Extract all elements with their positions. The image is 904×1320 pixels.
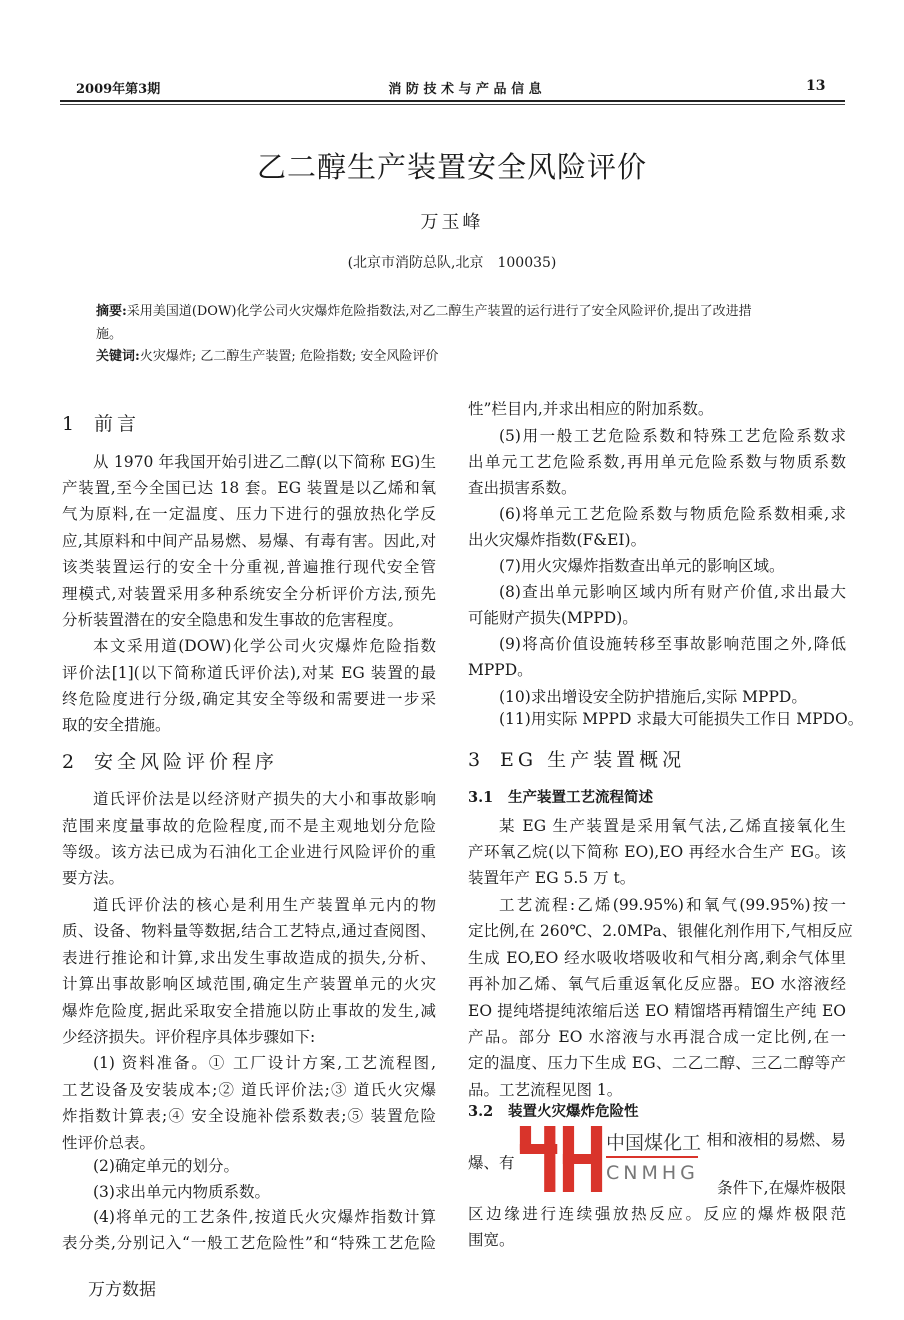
text-line: 爆炸危险度,据此采取安全措施以防止事故的发生,减 [62,1002,436,1020]
text-line: 终危险度进行分级,确定其安全等级和需要进一步采 [62,690,436,708]
heading-text: 生产装置工艺流程简述 [508,789,653,806]
text-line-fragment: 相和液相的易燃、易 [706,1131,846,1149]
text-line: 定的温度、压力下生成 EG、二乙二醇、三乙二醇等产 [468,1054,846,1072]
text-line: 道氏评价法的核心是利用生产装置单元内的物 [93,896,436,914]
text-line: 要方法。 [62,869,125,887]
cnmhg-logo-icon [518,1124,604,1194]
text-line: 生成 EO,EO 经水吸收塔吸收和气相分离,剩余气体里 [468,949,846,967]
text-line: 取的安全措施。 [62,716,171,734]
heading-number: 3.1 [468,789,494,806]
heading-number: 2 [62,751,75,773]
journal-name: 消 防 技 术 与 产 品 信 息 [388,82,542,97]
text-line: 出火灾爆炸指数(F&EI)。 [468,531,647,549]
keywords [96,346,816,368]
text-line-fragment: 条件下,在爆炸极限 [717,1179,846,1197]
header-rule [60,100,845,102]
abstract [96,301,816,323]
affiliation: (北京市消防总队,北京 100035) [347,255,557,271]
text-line: 工艺设备及安装成本;② 道氏评价法;③ 道氏火灾爆 [62,1081,436,1099]
issue-label: 2009年第3期 [76,82,161,97]
section-heading [62,413,436,435]
text-line: 表进行推论和计算,求出发生事故造成的损失,分析、 [62,949,436,967]
heading-text: 前言 [94,413,141,435]
abstract-label: 摘要: [96,304,127,319]
keywords-label: 关键词: [96,349,140,364]
text-line: (4)将单元的工艺条件,按道氏火灾爆炸指数计算 [93,1208,436,1226]
subsection-heading [468,787,846,809]
heading-number: 1 [62,413,75,435]
text-line: (8)查出单元影响区域内所有财产价值,求出最大 [499,583,846,601]
text-line: (10)求出增设安全防护措施后,实际 MPPD。 [499,688,807,706]
page-number: 13 [806,78,826,94]
text-line: 性评价总表。 [62,1134,156,1152]
text-line: 炸指数计算表;④ 安全设施补偿系数表;⑤ 装置危险 [62,1107,436,1125]
heading-text: 安全风险评价程序 [94,751,279,773]
heading-number: 3.2 [468,1103,494,1120]
paper-title: 乙二醇生产装置安全风险评价 [256,150,647,184]
text-line: 分析装置潜在的安全隐患和发生事故的危害程度。 [62,611,404,629]
text-line: EO 提纯塔提纯浓缩后送 EO 精馏塔再精馏生产纯 EO [468,1002,846,1020]
text-line: 再补加乙烯、氧气后重返氧化反应器。EO 水溶液经 [468,975,846,993]
text-line: 气为原料,在一定温度、压力下进行的强放热化学反 [62,505,436,523]
watermark-divider [606,1156,698,1158]
watermark-en-text: CNMHG [606,1162,699,1184]
text-line: (6)将单元工艺危险系数与物质危险系数相乘,求 [499,505,846,523]
text-line: (9)将高价值设施转移至事故影响范围之外,降低 [499,635,846,653]
text-line: (7)用火灾爆炸指数查出单元的影响区域。 [499,557,785,575]
heading-number: 3 [468,749,481,771]
watermark-cn-text: 中国煤化工 [606,1132,702,1154]
heading-text: 装置火灾爆炸危险性 [508,1103,639,1120]
text-line: MPPD。 [468,661,533,679]
text-line: 出单元工艺危险系数,再用单元危险系数与物质系数 [468,453,846,471]
text-line: 应,其原料和中间产品易燃、易爆、有毒有害。因此,对 [62,532,436,550]
text-line: 产品。部分 EO 水溶液与水再混合成一定比例,在一 [468,1028,846,1046]
text-line-fragment: 爆、有 [468,1154,515,1172]
text-line: (5)用一般工艺危险系数和特殊工艺危险系数求 [499,427,846,445]
text-line: 等级。该方法已成为石油化工企业进行风险评价的重 [62,843,436,861]
text-line: 少经济损失。评价程序具体步骤如下: [62,1028,316,1046]
text-line: 产环氧乙烷(以下简称 EO),EO 再经水合生产 EG。该 [468,843,846,861]
text-line: (3)求出单元内物质系数。 [93,1183,270,1201]
text-line: 可能财产损失(MPPD)。 [468,609,638,627]
text-line: 道氏评价法是以经济财产损失的大小和事故影响 [93,790,436,808]
abstract-cont: 施。 [96,327,123,342]
text-line: 性”栏目内,并求出相应的附加系数。 [468,400,714,418]
heading-text: EG 生产装置概况 [500,749,686,771]
text-line: 装置年产 EG 5.5 万 t。 [468,869,636,887]
text-line: 产装置,至今全国已达 18 套。EG 装置是以乙烯和氧 [62,479,436,497]
text-line: 表分类,分别记入“一般工艺危险性”和“特殊工艺危险 [62,1234,436,1252]
text-line: 理模式,对装置采用多种系统安全分析评价方法,预先 [62,585,436,603]
text-line: 范围来度量事故的危险程度,而不是主观地划分危险 [62,817,436,835]
text-line: (11)用实际 MPPD 求最大可能损失工作日 MPDO。 [499,710,864,728]
abstract-text: 采用美国道(DOW)化学公司火灾爆炸危险指数法,对乙二醇生产装置的运行进行了安全风险评价,提出了改进措 [126,304,752,319]
text-line: 区边缘进行连续强放热反应。反应的爆炸极限范 [468,1205,846,1223]
text-line: 评价法[1](以下简称道氏评价法),对某 EG 装置的最 [62,664,436,682]
footer-source: 万方数据 [88,1280,156,1300]
text-line: 工艺流程:乙烯(99.95%)和氧气(99.95%)按一 [499,896,846,914]
text-line: 围宽。 [468,1231,515,1249]
author: 万玉峰 [420,212,484,233]
text-line: 查出损害系数。 [468,479,577,497]
text-line: (1) 资料准备。① 工厂设计方案,工艺流程图, [93,1054,436,1072]
text-line: 计算出事故影响区域范围,确定生产装置单元的火灾 [62,975,436,993]
text-line: 该类装置运行的安全十分重视,普遍推行现代安全管 [62,558,436,576]
text-line: 某 EG 生产装置是采用氧气法,乙烯直接氧化生 [499,817,846,835]
section-heading [468,749,846,771]
text-line: 本文采用道(DOW)化学公司火灾爆炸危险指数 [93,637,436,655]
keywords-text: 火灾爆炸; 乙二醇生产装置; 危险指数; 安全风险评价 [139,349,439,364]
text-line: (2)确定单元的划分。 [93,1157,239,1175]
text-line: 质、设备、物料量等数据,结合工艺特点,通过查阅图、 [62,922,436,940]
header-rule-thin [60,104,845,105]
text-line: 定比例,在 260℃、2.0MPa、银催化剂作用下,气相反应 [468,922,853,940]
subsection-heading [468,1101,846,1123]
text-line: 品。工艺流程见图 1。 [468,1081,623,1099]
section-heading [62,751,436,773]
text-line: 从 1970 年我国开始引进乙二醇(以下简称 EG)生 [93,453,436,471]
